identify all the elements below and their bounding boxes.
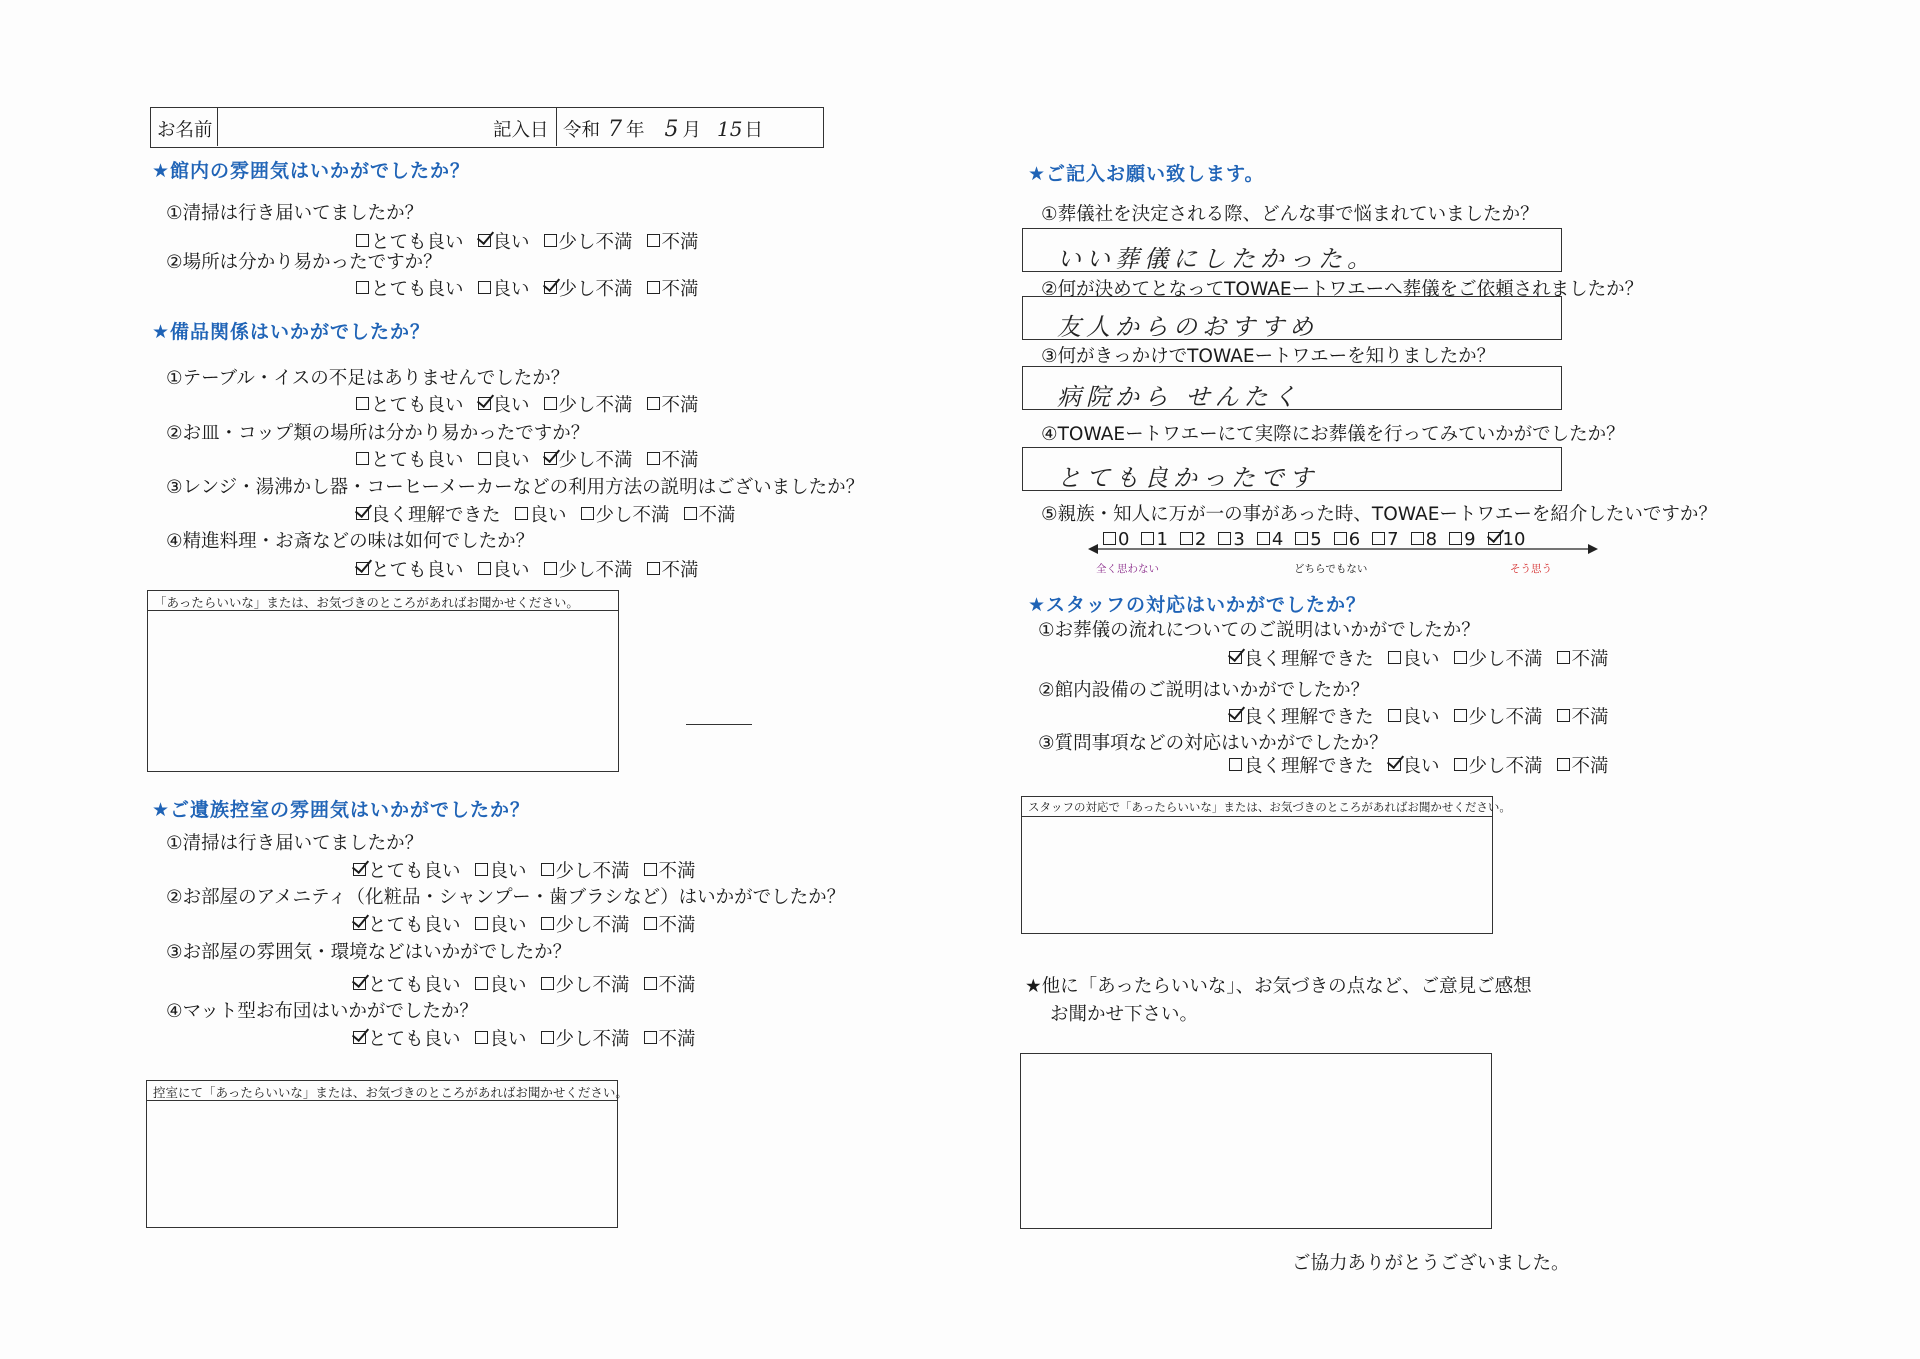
option-4[interactable] — [647, 446, 699, 472]
checkbox[interactable] — [475, 863, 488, 876]
option-1[interactable] — [353, 1025, 461, 1051]
scale-mid-label: どちらでもない — [1294, 563, 1368, 575]
option-3[interactable] — [541, 971, 630, 997]
staff-section-title: ★スタッフの対応はいかがでしたか？ — [1028, 594, 1367, 616]
option-label: 少し不満 — [555, 1029, 630, 1050]
option-4[interactable] — [1557, 645, 1609, 671]
family-room-q3-options — [353, 971, 696, 997]
family-room-q4-label: ④マット型お布団はいかがでしたか？ — [166, 1001, 478, 1022]
option-label: 不満 — [1571, 649, 1609, 670]
checked-checkbox[interactable] — [1229, 651, 1242, 664]
checkbox[interactable] — [475, 1031, 488, 1044]
staff-q2-label: ②館内設備のご説明はいかがでしたか？ — [1038, 680, 1370, 701]
option-label: 良く理解できた — [371, 505, 501, 526]
option-label: 少し不満 — [1468, 707, 1543, 728]
checkbox[interactable] — [478, 281, 491, 294]
request-q3-label: ③何がきっかけでTOWAEートワエーを知りましたか？ — [1041, 346, 1496, 367]
option-label: 不満 — [661, 232, 699, 253]
option-label: 不満 — [658, 915, 696, 936]
option-label: 不満 — [661, 450, 699, 471]
option-label: とても良い — [368, 861, 461, 882]
checked-checkbox[interactable] — [478, 234, 491, 247]
checkbox[interactable] — [581, 507, 594, 520]
option-label: 良い — [529, 505, 567, 526]
option-label: 少し不満 — [1468, 649, 1543, 670]
checked-checkbox[interactable] — [353, 863, 366, 876]
option-label: 不満 — [658, 1029, 696, 1050]
checked-checkbox[interactable] — [544, 452, 557, 465]
staff-q1-label: ①お葬儀の流れについてのご説明はいかがでしたか？ — [1038, 620, 1480, 641]
option-2[interactable] — [1388, 703, 1440, 729]
thanks-text: ご協力ありがとうございました。 — [1292, 1253, 1570, 1274]
request-q4-label: ④TOWAEートワエーにて実際にお葬儀を行ってみていかがでしたか？ — [1041, 424, 1625, 445]
checkbox[interactable] — [1557, 758, 1570, 771]
option-1[interactable] — [356, 391, 464, 417]
option-label: とても良い — [368, 915, 461, 936]
staff-q3-label: ③質問事項などの対応はいかがでしたか？ — [1038, 733, 1388, 754]
option-4[interactable] — [644, 911, 696, 937]
request-q5-label: ⑤親族・知人に万が一の事があった時、TOWAEートワエーを紹介したいですか？ — [1041, 504, 1717, 525]
option-4[interactable] — [1557, 752, 1609, 778]
request-q2-label: ②何が決めてとなってTOWAEートワエーへ葬儀をご依頼されましたか？ — [1041, 279, 1644, 300]
scale-number: 1 — [1156, 529, 1168, 550]
option-4[interactable] — [644, 971, 696, 997]
option-label: 少し不満 — [558, 232, 633, 253]
option-2[interactable] — [1388, 752, 1440, 778]
option-label: 少し不満 — [555, 861, 630, 882]
option-2[interactable] — [515, 501, 567, 527]
equipment-q4-label: ④精進料理・お斎などの味は如何でしたか？ — [166, 531, 535, 552]
option-4[interactable] — [647, 275, 699, 301]
option-label: 良い — [489, 915, 527, 936]
checkbox[interactable] — [356, 281, 369, 294]
request-q1-answer: いい葬儀にしたかった。 — [1057, 245, 1376, 273]
option-4[interactable] — [684, 501, 736, 527]
checkbox[interactable] — [647, 397, 660, 410]
equipment-q1-label: ①テーブル・イスの不足はありませんでしたか？ — [166, 368, 570, 389]
family-room-comment-box[interactable] — [146, 1080, 628, 1228]
year-value: 7 — [608, 117, 623, 142]
equipment-q1-options — [356, 391, 699, 417]
date-divider — [556, 108, 557, 146]
date-label: 記入日 — [493, 120, 549, 141]
checkbox[interactable] — [478, 562, 491, 575]
hall-q2-options — [356, 275, 699, 301]
option-label: 少し不満 — [558, 450, 633, 471]
checkbox[interactable] — [644, 977, 657, 990]
year-unit: 年 — [626, 120, 645, 141]
checked-checkbox[interactable] — [356, 562, 369, 575]
divider-line — [686, 724, 752, 725]
month-unit: 月 — [682, 120, 702, 141]
option-label: 少し不満 — [555, 915, 630, 936]
option-label: とても良い — [371, 450, 464, 471]
checkbox[interactable] — [684, 507, 697, 520]
scale-number: 6 — [1348, 529, 1361, 550]
checkbox[interactable] — [544, 562, 557, 575]
request-q2-answer: 友人からのおすすめ — [1057, 313, 1319, 341]
checkbox[interactable] — [644, 863, 657, 876]
checkbox[interactable] — [478, 452, 491, 465]
option-4[interactable] — [1557, 703, 1609, 729]
option-3[interactable] — [544, 228, 633, 254]
option-3[interactable] — [544, 556, 633, 582]
header-box — [150, 107, 824, 148]
checked-checkbox[interactable] — [353, 1031, 366, 1044]
checked-checkbox[interactable] — [356, 507, 369, 520]
option-3[interactable] — [541, 857, 630, 883]
request-section-title: ★ご記入お願い致します。 — [1028, 163, 1265, 185]
option-2[interactable] — [475, 1025, 527, 1051]
equipment-q2-label: ②お皿・コップ類の場所は分かり易かったですか？ — [166, 423, 590, 444]
staff-comment-box[interactable] — [1021, 796, 1511, 934]
option-label: 少し不満 — [595, 505, 670, 526]
option-3[interactable] — [544, 446, 633, 472]
staff-comment-label: スタッフの対応で「あったらいいな」または、お気づきのところがあればお聞かせください。 — [1022, 797, 1492, 817]
day-value: 15 — [717, 117, 743, 141]
family-room-q2-label: ②お部屋のアメニティ（化粧品・シャンプー・歯ブラシなど）はいかがでしたか？ — [166, 887, 846, 908]
option-label: 不満 — [661, 560, 699, 581]
scale-arrow — [1088, 542, 1598, 556]
request-q4-answer: とても良かったです — [1057, 464, 1318, 492]
request-q4-answer-box[interactable] — [1022, 447, 1562, 491]
staff-q3-options — [1229, 752, 1609, 778]
scale-number: 7 — [1387, 529, 1399, 550]
equipment-q2-options — [356, 446, 699, 472]
option-1[interactable] — [353, 911, 461, 937]
checkbox[interactable] — [356, 397, 369, 410]
option-label: 良い — [492, 560, 530, 581]
checkbox[interactable] — [515, 507, 528, 520]
option-1[interactable] — [356, 446, 464, 472]
option-label: 良い — [1402, 707, 1440, 728]
option-2[interactable] — [475, 857, 527, 883]
checkbox[interactable] — [647, 452, 660, 465]
scale-number: 10 — [1502, 529, 1526, 550]
staff-q2-options — [1229, 703, 1609, 729]
checkbox[interactable] — [644, 1031, 657, 1044]
option-3[interactable] — [1454, 752, 1543, 778]
option-2[interactable] — [478, 391, 530, 417]
option-3[interactable] — [581, 501, 670, 527]
equipment-q4-options — [356, 556, 699, 582]
option-1[interactable] — [1229, 703, 1374, 729]
checkbox[interactable] — [644, 917, 657, 930]
option-4[interactable] — [647, 228, 699, 254]
option-2[interactable] — [1388, 645, 1440, 671]
checkbox[interactable] — [1454, 758, 1467, 771]
option-2[interactable] — [478, 275, 530, 301]
checked-checkbox[interactable] — [478, 397, 491, 410]
option-3[interactable] — [1454, 645, 1543, 671]
hall-q1-label: ①清掃は行き届いてましたか？ — [166, 203, 424, 224]
checked-checkbox[interactable] — [353, 977, 366, 990]
hall-section-title: ★館内の雰囲気はいかがでしたか？ — [152, 160, 471, 182]
option-label: 少し不満 — [558, 279, 633, 300]
checkbox[interactable] — [475, 917, 488, 930]
option-label: 不満 — [661, 279, 699, 300]
checkbox[interactable] — [1454, 651, 1467, 664]
scale-number: 8 — [1425, 529, 1438, 550]
option-label: 良く理解できた — [1244, 649, 1374, 670]
option-3[interactable] — [544, 391, 633, 417]
checked-checkbox[interactable] — [544, 281, 557, 294]
checkbox[interactable] — [356, 234, 369, 247]
family-room-q1-options — [353, 857, 696, 883]
checked-checkbox[interactable] — [1388, 758, 1401, 771]
option-label: 良い — [1402, 649, 1440, 670]
option-2[interactable] — [478, 446, 530, 472]
option-4[interactable] — [647, 556, 699, 582]
option-label: 不満 — [1571, 707, 1609, 728]
option-label: 良い — [492, 450, 530, 471]
option-label: 良い — [492, 395, 530, 416]
family-room-section-title: ★ご遺族控室の雰囲気はいかがでしたか？ — [152, 799, 531, 821]
era-label: 令和 — [563, 120, 601, 141]
checkbox[interactable] — [541, 1031, 554, 1044]
option-2[interactable] — [478, 556, 530, 582]
scale-number: 3 — [1233, 529, 1245, 550]
option-3[interactable] — [541, 1025, 630, 1051]
checkbox[interactable] — [544, 397, 557, 410]
checkbox[interactable] — [1557, 709, 1570, 722]
checkbox[interactable] — [1454, 709, 1467, 722]
request-q1-answer-box[interactable] — [1022, 228, 1562, 272]
option-1[interactable] — [356, 556, 464, 582]
checkbox[interactable] — [1229, 758, 1242, 771]
option-label: 良い — [489, 861, 527, 882]
checkbox[interactable] — [647, 562, 660, 575]
option-label: とても良い — [371, 395, 464, 416]
option-2[interactable] — [475, 911, 527, 937]
equipment-section-title: ★備品関係はいかがでしたか？ — [152, 321, 431, 343]
option-label: 良い — [1402, 756, 1440, 777]
option-2[interactable] — [475, 971, 527, 997]
staff-q1-options — [1229, 645, 1609, 671]
checked-checkbox[interactable] — [353, 917, 366, 930]
checkbox[interactable] — [647, 234, 660, 247]
request-q3-answer: 病院から せんたく — [1057, 383, 1302, 411]
option-label: 少し不満 — [1468, 756, 1543, 777]
hall-q2-label: ②場所は分かり易かったですか？ — [166, 252, 442, 273]
checkbox[interactable] — [356, 452, 369, 465]
scale-high-label: そう思う — [1510, 563, 1552, 575]
option-1[interactable] — [1229, 645, 1374, 671]
equipment-q3-label: ③レンジ・湯沸かし器・コーヒーメーカーなどの利用方法の説明はございましたか？ — [166, 477, 865, 498]
scale-number: 0 — [1118, 529, 1130, 550]
checkbox[interactable] — [541, 917, 554, 930]
name-label: お名前 — [157, 120, 213, 141]
other-comment-box[interactable] — [1020, 1053, 1492, 1229]
option-label: 不満 — [661, 395, 699, 416]
other-line2: お聞かせ下さい。 — [1050, 1004, 1199, 1025]
option-label: とても良い — [368, 1029, 461, 1050]
scale-low-label: 全く思わない — [1096, 563, 1159, 575]
family-room-q4-options — [353, 1025, 696, 1051]
option-label: 良い — [489, 975, 527, 996]
option-label: 少し不満 — [555, 975, 630, 996]
option-label: とても良い — [368, 975, 461, 996]
option-3[interactable] — [544, 275, 633, 301]
equipment-comment-label: 「あったらいいな」または、お気づきのところがあればお聞かせください。 — [148, 591, 618, 611]
scale-number: 2 — [1194, 529, 1207, 550]
family-room-comment-label: 控室にて「あったらいいな」または、お気づきのところがあればお聞かせください。 — [147, 1081, 617, 1101]
option-label: 不満 — [698, 505, 736, 526]
family-room-q3-label: ③お部屋の雰囲気・環境などはいかがでしたか？ — [166, 942, 572, 963]
option-label: とても良い — [371, 232, 464, 253]
option-4[interactable] — [644, 857, 696, 883]
option-label: 良い — [492, 279, 530, 300]
option-1[interactable] — [353, 971, 461, 997]
checkbox[interactable] — [541, 977, 554, 990]
checkbox[interactable] — [1557, 651, 1570, 664]
checkbox[interactable] — [647, 281, 660, 294]
option-label: とても良い — [371, 279, 464, 300]
option-1[interactable] — [353, 857, 461, 883]
request-q1-label: ①葬儀社を決定される際、どんな事で悩まれていましたか？ — [1041, 204, 1539, 225]
request-q3-answer-box[interactable] — [1022, 366, 1562, 410]
checkbox[interactable] — [541, 863, 554, 876]
equipment-q3-options — [356, 501, 736, 527]
option-2[interactable] — [478, 228, 530, 254]
option-label: 不満 — [658, 861, 696, 882]
scale-number: 9 — [1464, 529, 1476, 550]
option-label: 少し不満 — [558, 560, 633, 581]
option-4[interactable] — [647, 391, 699, 417]
checkbox[interactable] — [1388, 709, 1401, 722]
day-unit: 日 — [744, 120, 764, 141]
option-1[interactable] — [356, 275, 464, 301]
option-label: 良く理解できた — [1244, 707, 1374, 728]
option-3[interactable] — [541, 911, 630, 937]
checkbox[interactable] — [475, 977, 488, 990]
option-label: 良い — [489, 1029, 527, 1050]
option-label: 良い — [492, 232, 530, 253]
checked-checkbox[interactable] — [1229, 709, 1242, 722]
option-label: 少し不満 — [558, 395, 633, 416]
request-q2-answer-box[interactable] — [1022, 296, 1562, 340]
option-label: 不満 — [1571, 756, 1609, 777]
option-label: とても良い — [371, 560, 464, 581]
checkbox[interactable] — [544, 234, 557, 247]
option-3[interactable] — [1454, 703, 1543, 729]
option-label: 良く理解できた — [1244, 756, 1374, 777]
month-value: 5 — [664, 117, 679, 142]
option-1[interactable] — [1229, 752, 1374, 778]
option-1[interactable] — [356, 501, 501, 527]
scale-number: 5 — [1310, 529, 1322, 550]
family-room-q2-options — [353, 911, 696, 937]
scale-number: 4 — [1271, 529, 1284, 550]
family-room-q1-label: ①清掃は行き届いてましたか？ — [166, 833, 424, 854]
other-line1: ★他に「あったらいいな」、お気づきの点など、ご意見ご感想 — [1025, 976, 1532, 997]
date-field[interactable] — [563, 116, 763, 142]
option-4[interactable] — [644, 1025, 696, 1051]
equipment-comment-box[interactable] — [147, 590, 619, 772]
option-label: 不満 — [658, 975, 696, 996]
checkbox[interactable] — [1388, 651, 1401, 664]
